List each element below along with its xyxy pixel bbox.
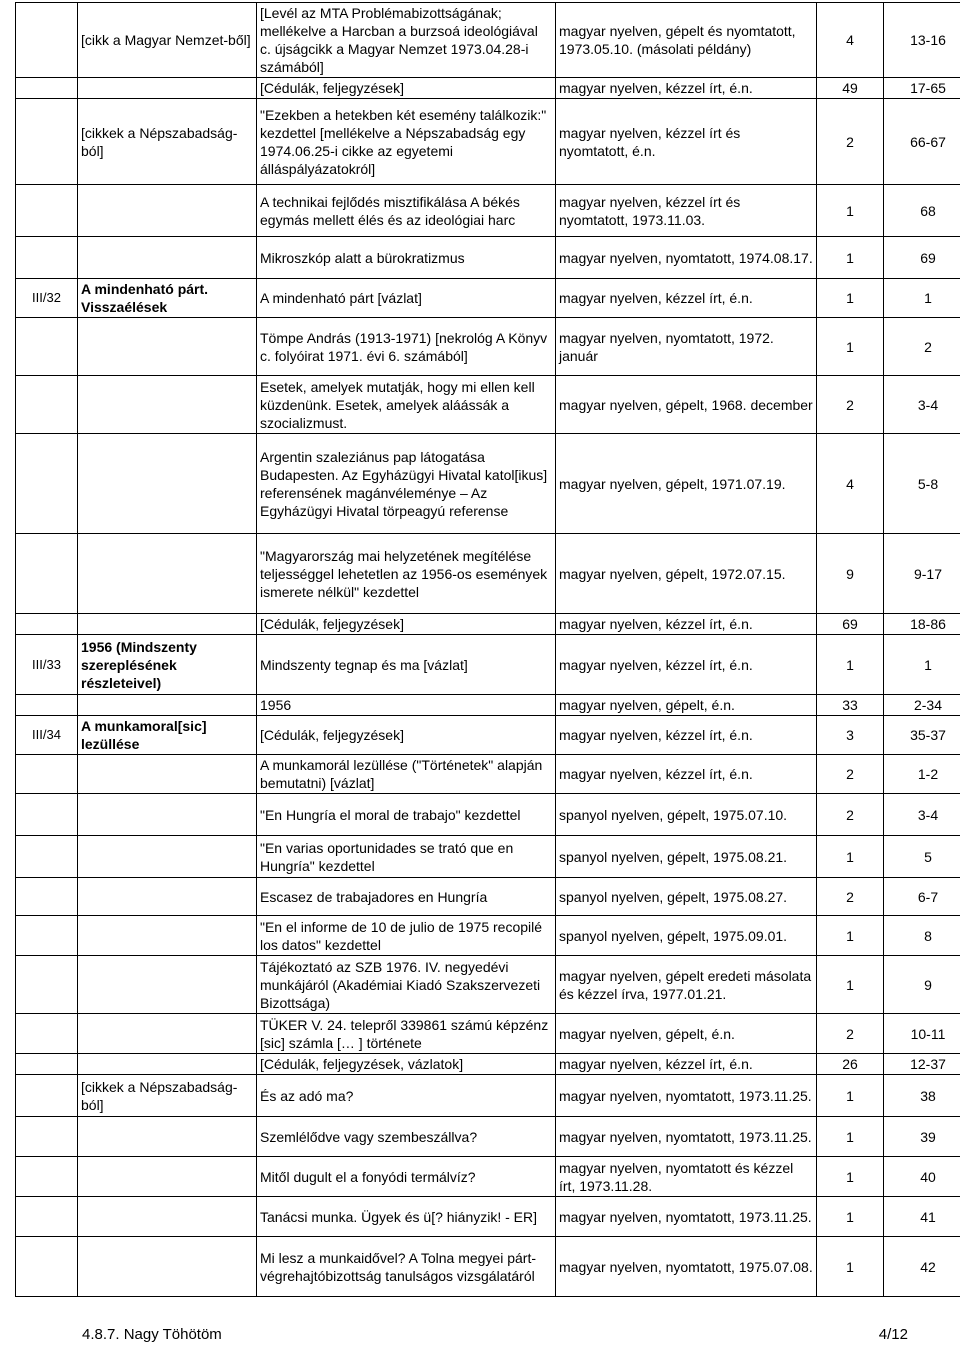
darab-cell: 1 <box>817 635 884 695</box>
table-row <box>16 279 960 318</box>
jelzet-cell <box>16 836 78 878</box>
cim-cell <box>78 755 257 794</box>
oldal-cell: 35-37 <box>884 716 960 755</box>
cim-cell: 1956 (Mindszenty szereplésének részleteivel) <box>78 635 257 695</box>
oldal-cell: 3-4 <box>884 794 960 836</box>
tartalom-cell: Tanácsi munka. Ügyek és ü[? hiányzik! - ER] <box>257 1197 556 1237</box>
nyelv-cell: magyar nyelven, gépelt, 1968. december <box>556 376 817 434</box>
jelzet-cell: III/34 <box>16 716 78 755</box>
oldal-cell: 39 <box>884 1117 960 1157</box>
tartalom-cell: Argentin szaleziánus pap látogatása Budapesten. Az Egyházügyi Hivatal katol[ikus] referensének magánvéleménye – Az Egyházügyi Hivatal törpeagyú referense <box>257 434 556 534</box>
cim-cell <box>78 78 257 99</box>
cim-cell <box>78 1237 257 1297</box>
oldal-cell: 66-67 <box>884 99 960 185</box>
oldal-cell: 41 <box>884 1197 960 1237</box>
table-row <box>16 755 960 794</box>
oldal-cell: 9-17 <box>884 534 960 614</box>
nyelv-cell: magyar nyelven, gépelt és nyomtatott, 1973.05.10. (másolati példány) <box>556 3 817 78</box>
jelzet-cell <box>16 99 78 185</box>
cim-cell <box>78 878 257 916</box>
oldal-cell: 68 <box>884 185 960 237</box>
nyelv-cell: magyar nyelven, gépelt eredeti másolata és kézzel írva, 1977.01.21. <box>556 956 817 1014</box>
darab-cell: 9 <box>817 534 884 614</box>
nyelv-cell: magyar nyelven, nyomtatott és kézzel írt, 1973.11.28. <box>556 1157 817 1197</box>
table-row <box>16 185 960 237</box>
jelzet-cell <box>16 1197 78 1237</box>
nyelv-cell: magyar nyelven, nyomtatott, 1973.11.25. <box>556 1197 817 1237</box>
table-row <box>16 1014 960 1054</box>
cim-cell <box>78 318 257 376</box>
darab-cell: 4 <box>817 3 884 78</box>
oldal-cell: 40 <box>884 1157 960 1197</box>
jelzet-cell <box>16 318 78 376</box>
oldal-cell: 1-2 <box>884 755 960 794</box>
tartalom-cell: TÜKER V. 24. telepről 339861 számú képzénz [sic] számla [… ] története <box>257 1014 556 1054</box>
jelzet-cell <box>16 376 78 434</box>
cim-cell <box>78 1054 257 1075</box>
oldal-cell: 9 <box>884 956 960 1014</box>
oldal-cell: 17-65 <box>884 78 960 99</box>
nyelv-cell: spanyol nyelven, gépelt, 1975.08.21. <box>556 836 817 878</box>
cim-cell: A mindenható párt. Visszaélések <box>78 279 257 318</box>
jelzet-cell <box>16 1117 78 1157</box>
darab-cell: 1 <box>817 916 884 956</box>
jelzet-cell <box>16 1075 78 1117</box>
table-row <box>16 99 960 185</box>
table-row <box>16 1157 960 1197</box>
nyelv-cell: magyar nyelven, kézzel írt, é.n. <box>556 614 817 635</box>
darab-cell: 26 <box>817 1054 884 1075</box>
nyelv-cell: magyar nyelven, kézzel írt, é.n. <box>556 635 817 695</box>
cim-cell: [cikk a Magyar Nemzet-ből] <box>78 3 257 78</box>
tartalom-cell: "En varias oportunidades se trató que en Hungría" kezdettel <box>257 836 556 878</box>
tartalom-cell: "En Hungría el moral de trabajo" kezdettel <box>257 794 556 836</box>
jelzet-cell <box>16 956 78 1014</box>
cim-cell <box>78 956 257 1014</box>
tartalom-cell: Mitől dugult el a fonyódi termálvíz? <box>257 1157 556 1197</box>
darab-cell: 1 <box>817 956 884 1014</box>
tartalom-cell: Tömpe András (1913-1971) [nekrológ A Könyv c. folyóirat 1971. évi 6. számából] <box>257 318 556 376</box>
oldal-cell: 8 <box>884 916 960 956</box>
cim-cell <box>78 794 257 836</box>
tartalom-cell: 1956 <box>257 695 556 716</box>
jelzet-cell <box>16 1157 78 1197</box>
cim-cell <box>78 916 257 956</box>
oldal-cell: 42 <box>884 1237 960 1297</box>
cim-cell <box>78 1197 257 1237</box>
nyelv-cell: magyar nyelven, gépelt, é.n. <box>556 695 817 716</box>
table-row <box>16 3 960 78</box>
oldal-cell: 13-16 <box>884 3 960 78</box>
tartalom-cell: Mi lesz a munkaidővel? A Tolna megyei párt-végrehajtóbizottság tanulságos vizsgálatáról <box>257 1237 556 1297</box>
darab-cell: 1 <box>817 185 884 237</box>
jelzet-cell: III/33 <box>16 635 78 695</box>
nyelv-cell: magyar nyelven, gépelt, é.n. <box>556 1014 817 1054</box>
table-row <box>16 376 960 434</box>
tartalom-cell: Esetek, amelyek mutatják, hogy mi ellen kell küzdenünk. Esetek, amelyek aláássák a szocializmust. <box>257 376 556 434</box>
table-row <box>16 635 960 695</box>
cim-cell <box>78 836 257 878</box>
darab-cell: 2 <box>817 376 884 434</box>
oldal-cell: 5 <box>884 836 960 878</box>
tartalom-cell: Szemlélődve vagy szembeszállva? <box>257 1117 556 1157</box>
jelzet-cell <box>16 1014 78 1054</box>
jelzet-cell <box>16 916 78 956</box>
table-row <box>16 78 960 99</box>
nyelv-cell: magyar nyelven, nyomtatott, 1974.08.17. <box>556 237 817 279</box>
table-row <box>16 695 960 716</box>
darab-cell: 69 <box>817 614 884 635</box>
jelzet-cell <box>16 237 78 279</box>
jelzet-cell <box>16 434 78 534</box>
jelzet-cell <box>16 794 78 836</box>
jelzet-cell <box>16 1054 78 1075</box>
jelzet-cell <box>16 3 78 78</box>
darab-cell: 1 <box>817 1075 884 1117</box>
tartalom-cell: A technikai fejlődés misztifikálása A békés egymás mellett élés és az ideológiai harc <box>257 185 556 237</box>
darab-cell: 1 <box>817 1237 884 1297</box>
jelzet-cell <box>16 78 78 99</box>
tartalom-cell: "En el informe de 10 de julio de 1975 recopilé los datos" kezdettel <box>257 916 556 956</box>
cim-cell <box>78 185 257 237</box>
table-row <box>16 1054 960 1075</box>
cim-cell <box>78 376 257 434</box>
darab-cell: 1 <box>817 318 884 376</box>
table-row <box>16 1075 960 1117</box>
oldal-cell: 3-4 <box>884 376 960 434</box>
archive-inventory-table <box>15 2 960 1297</box>
cim-cell <box>78 1117 257 1157</box>
cim-cell <box>78 695 257 716</box>
jelzet-cell: III/32 <box>16 279 78 318</box>
table-row <box>16 237 960 279</box>
tartalom-cell: [Cédulák, feljegyzések, vázlatok] <box>257 1054 556 1075</box>
darab-cell: 49 <box>817 78 884 99</box>
oldal-cell: 10-11 <box>884 1014 960 1054</box>
darab-cell: 1 <box>817 279 884 318</box>
cim-cell <box>78 1014 257 1054</box>
nyelv-cell: spanyol nyelven, gépelt, 1975.08.27. <box>556 878 817 916</box>
tartalom-cell: [Cédulák, feljegyzések] <box>257 78 556 99</box>
tartalom-cell: [Levél az MTA Problémabizottságának; mellékelve a Harcban a burzsoá ideológiával c. újságcikk a Magyar Nemzet 1973.04.28-i számából] <box>257 3 556 78</box>
cim-cell <box>78 1157 257 1197</box>
darab-cell: 2 <box>817 1014 884 1054</box>
tartalom-cell: A munkamorál lezüllése ("Történetek" alapján bemutatni) [vázlat] <box>257 755 556 794</box>
table-row <box>16 1117 960 1157</box>
tartalom-cell: És az adó ma? <box>257 1075 556 1117</box>
nyelv-cell: magyar nyelven, kézzel írt, é.n. <box>556 279 817 318</box>
darab-cell: 3 <box>817 716 884 755</box>
darab-cell: 1 <box>817 836 884 878</box>
nyelv-cell: spanyol nyelven, gépelt, 1975.07.10. <box>556 794 817 836</box>
nyelv-cell: magyar nyelven, gépelt, 1971.07.19. <box>556 434 817 534</box>
tartalom-cell: [Cédulák, feljegyzések] <box>257 716 556 755</box>
darab-cell: 2 <box>817 755 884 794</box>
oldal-cell: 1 <box>884 635 960 695</box>
oldal-cell: 69 <box>884 237 960 279</box>
cim-cell <box>78 434 257 534</box>
oldal-cell: 5-8 <box>884 434 960 534</box>
nyelv-cell: magyar nyelven, nyomtatott, 1975.07.08. <box>556 1237 817 1297</box>
jelzet-cell <box>16 185 78 237</box>
tartalom-cell: A mindenható párt [vázlat] <box>257 279 556 318</box>
darab-cell: 2 <box>817 794 884 836</box>
jelzet-cell <box>16 1237 78 1297</box>
nyelv-cell: magyar nyelven, nyomtatott, 1973.11.25. <box>556 1117 817 1157</box>
table-row <box>16 1237 960 1297</box>
table-row <box>16 916 960 956</box>
jelzet-cell <box>16 534 78 614</box>
oldal-cell: 18-86 <box>884 614 960 635</box>
darab-cell: 1 <box>817 237 884 279</box>
tartalom-cell: "Magyarország mai helyzetének megítélése teljességgel lehetetlen az 1956-os események ismerete nélkül" kezdettel <box>257 534 556 614</box>
darab-cell: 33 <box>817 695 884 716</box>
cim-cell <box>78 237 257 279</box>
nyelv-cell: magyar nyelven, nyomtatott, 1972. január <box>556 318 817 376</box>
footer-document-title: 4.8.7. Nagy Töhötöm <box>82 1326 222 1343</box>
tartalom-cell: Escasez de trabajadores en Hungría <box>257 878 556 916</box>
nyelv-cell: magyar nyelven, kézzel írt, é.n. <box>556 78 817 99</box>
oldal-cell: 38 <box>884 1075 960 1117</box>
nyelv-cell: magyar nyelven, kézzel írt, é.n. <box>556 755 817 794</box>
darab-cell: 1 <box>817 1117 884 1157</box>
table-row <box>16 318 960 376</box>
table-row <box>16 434 960 534</box>
darab-cell: 1 <box>817 1157 884 1197</box>
jelzet-cell <box>16 695 78 716</box>
cim-cell <box>78 614 257 635</box>
cim-cell: [cikkek a Népszabadság-ból] <box>78 1075 257 1117</box>
darab-cell: 1 <box>817 1197 884 1237</box>
nyelv-cell: spanyol nyelven, gépelt, 1975.09.01. <box>556 916 817 956</box>
jelzet-cell <box>16 755 78 794</box>
nyelv-cell: magyar nyelven, kézzel írt, é.n. <box>556 1054 817 1075</box>
darab-cell: 2 <box>817 99 884 185</box>
darab-cell: 2 <box>817 878 884 916</box>
table-row <box>16 716 960 755</box>
table-row <box>16 878 960 916</box>
oldal-cell: 2-34 <box>884 695 960 716</box>
nyelv-cell: magyar nyelven, kézzel írt és nyomtatott, é.n. <box>556 99 817 185</box>
nyelv-cell: magyar nyelven, kézzel írt, é.n. <box>556 716 817 755</box>
jelzet-cell <box>16 614 78 635</box>
tartalom-cell: Mikroszkóp alatt a bürokratizmus <box>257 237 556 279</box>
table-row <box>16 1197 960 1237</box>
table-row <box>16 534 960 614</box>
footer-page-number: 4/12 <box>878 1326 908 1343</box>
table-row <box>16 794 960 836</box>
table-row <box>16 836 960 878</box>
table-row <box>16 956 960 1014</box>
nyelv-cell: magyar nyelven, nyomtatott, 1973.11.25. <box>556 1075 817 1117</box>
oldal-cell: 6-7 <box>884 878 960 916</box>
tartalom-cell: "Ezekben a hetekben két esemény találkozik:" kezdettel [mellékelve a Népszabadság egy 1974.06.25-i cikke az egyetemi álláspályázatokról] <box>257 99 556 185</box>
table-row <box>16 614 960 635</box>
tartalom-cell: Mindszenty tegnap és ma [vázlat] <box>257 635 556 695</box>
oldal-cell: 2 <box>884 318 960 376</box>
nyelv-cell: magyar nyelven, kézzel írt és nyomtatott, 1973.11.03. <box>556 185 817 237</box>
darab-cell: 4 <box>817 434 884 534</box>
cim-cell: [cikkek a Népszabadság-ból] <box>78 99 257 185</box>
nyelv-cell: magyar nyelven, gépelt, 1972.07.15. <box>556 534 817 614</box>
tartalom-cell: Tájékoztató az SZB 1976. IV. negyedévi munkájáról (Akadémiai Kiadó Szakszervezeti Bizottsága) <box>257 956 556 1014</box>
oldal-cell: 12-37 <box>884 1054 960 1075</box>
jelzet-cell <box>16 878 78 916</box>
tartalom-cell: [Cédulák, feljegyzések] <box>257 614 556 635</box>
table-body <box>16 3 960 1297</box>
oldal-cell: 1 <box>884 279 960 318</box>
cim-cell: A munkamoral[sic] lezüllése <box>78 716 257 755</box>
cim-cell <box>78 534 257 614</box>
